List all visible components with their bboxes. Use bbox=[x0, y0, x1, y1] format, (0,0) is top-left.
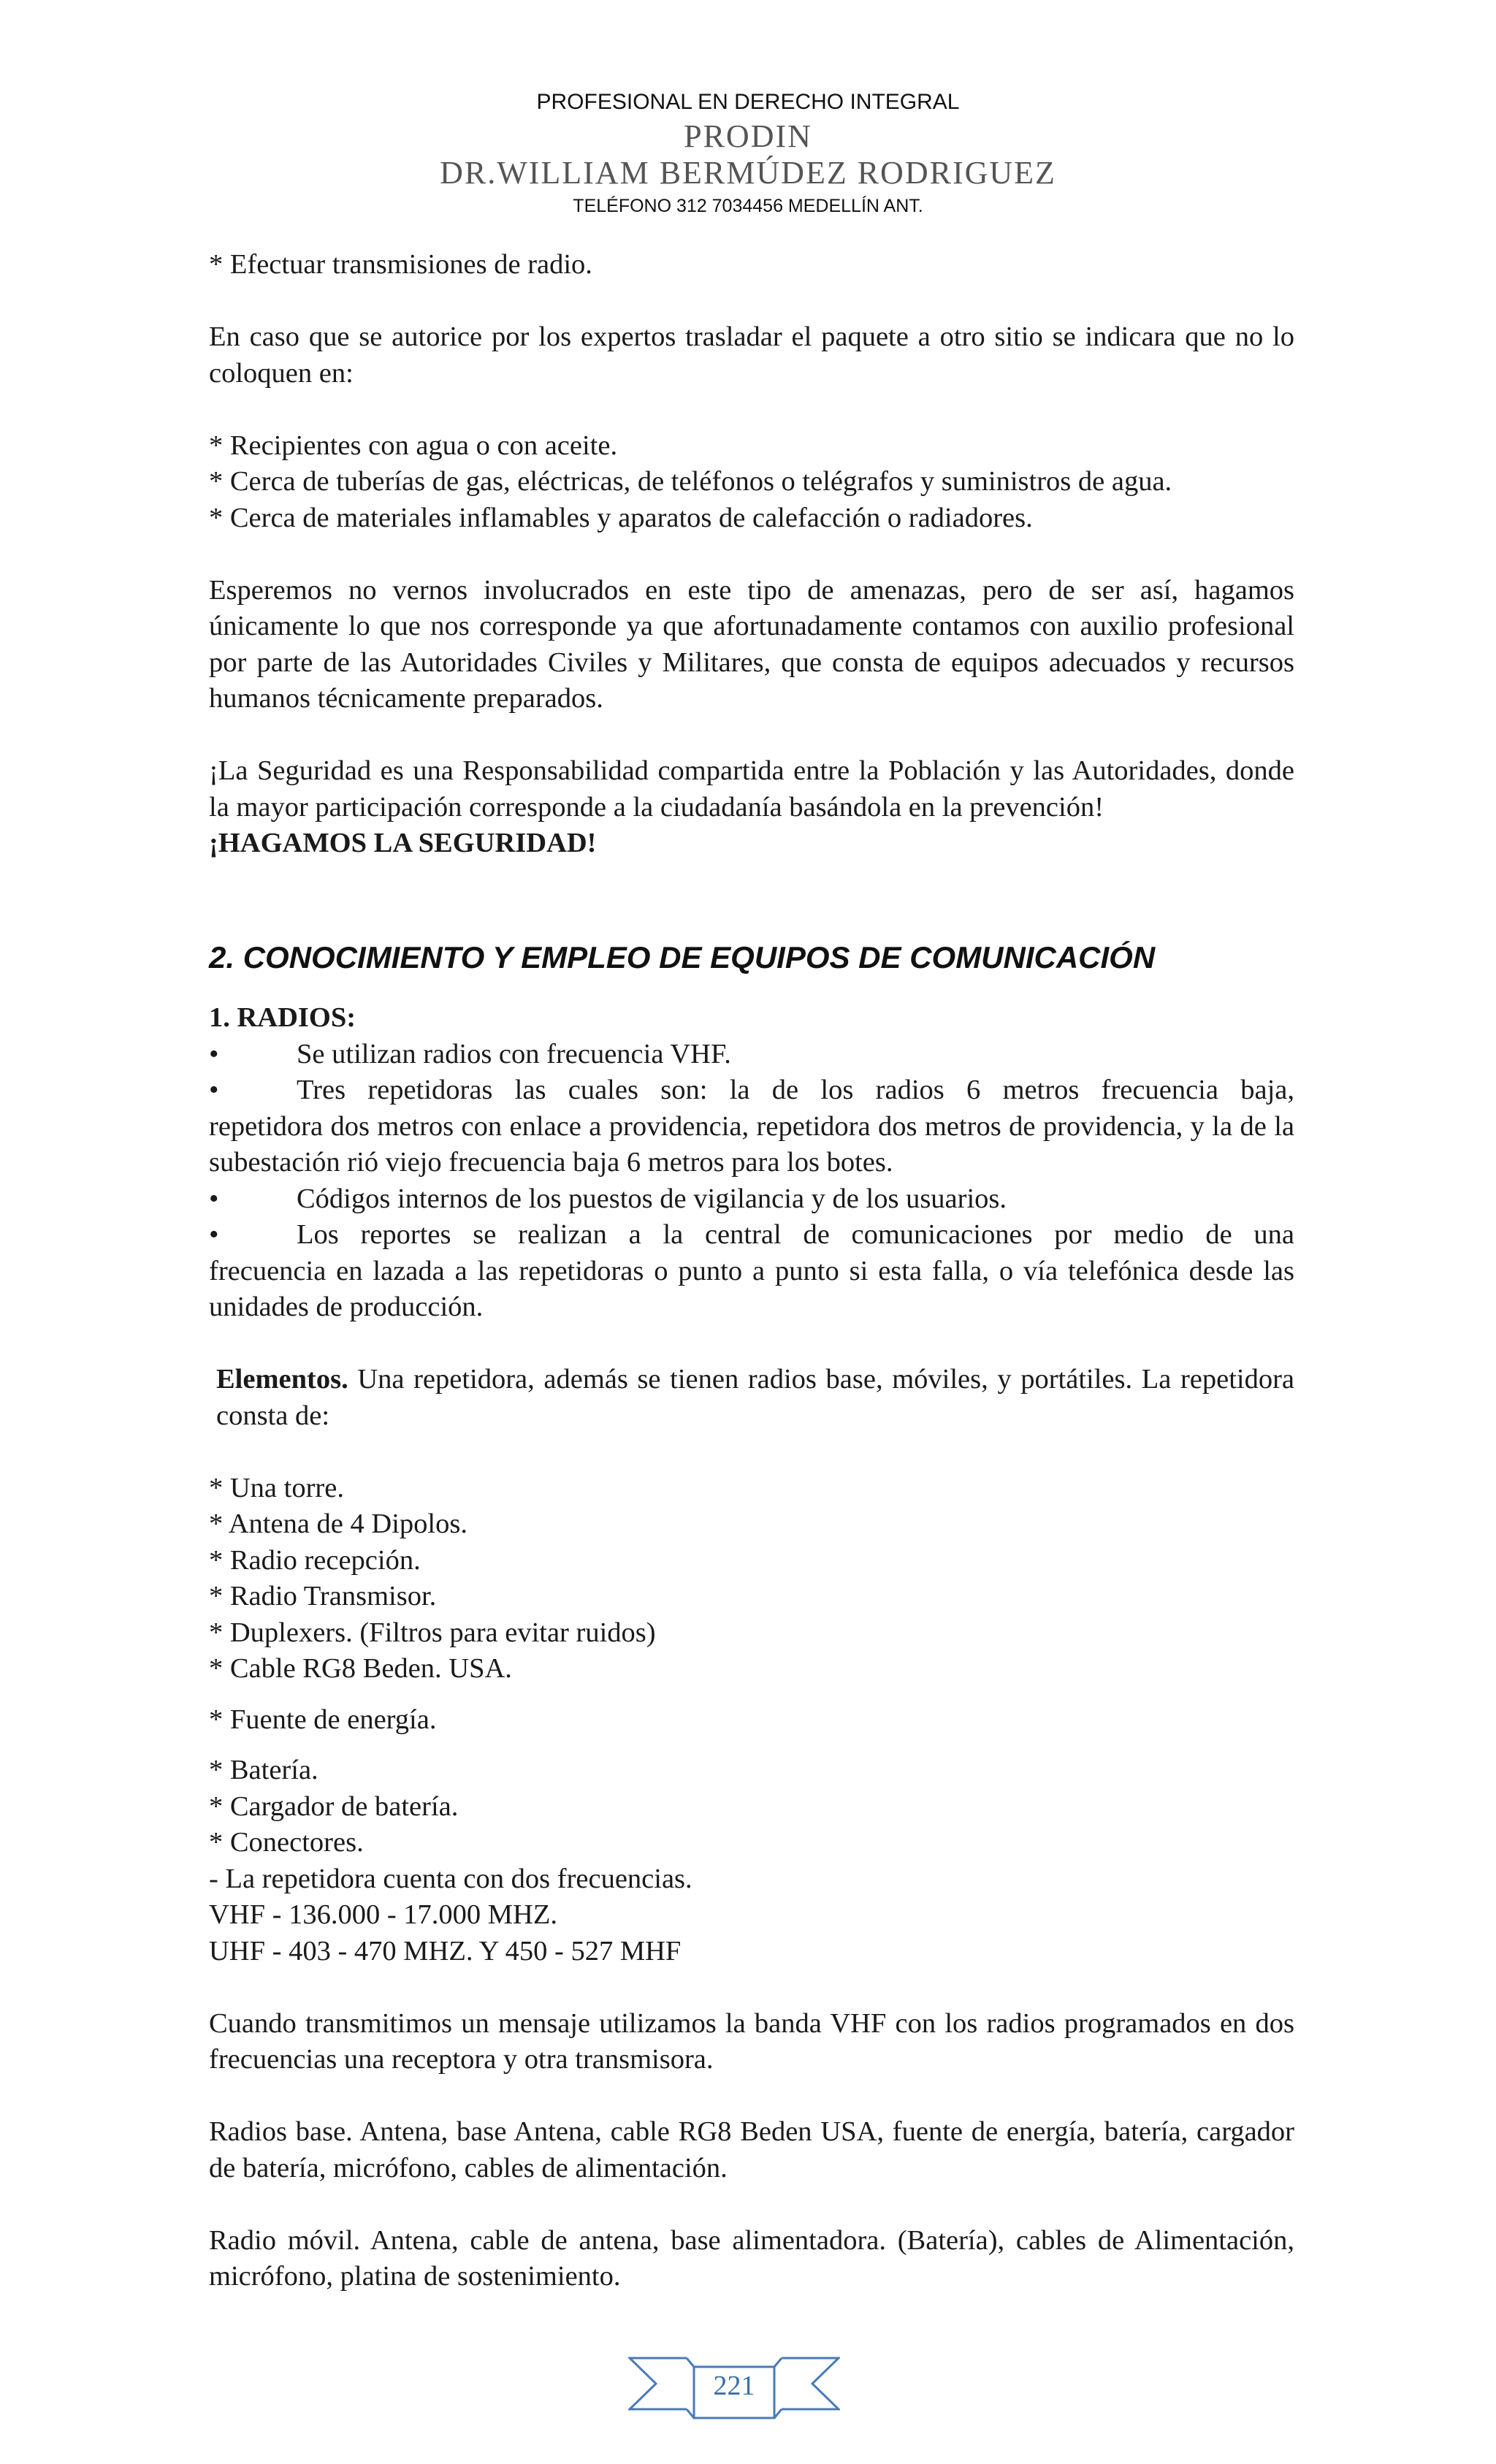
list-item: UHF - 403 - 470 MHZ. Y 450 - 527 MHF bbox=[209, 1935, 682, 1967]
elementos-label: Elementos. bbox=[216, 1364, 348, 1395]
paragraph-1: * Efectuar transmisiones de radio. bbox=[209, 249, 592, 280]
header-line-4: TELÉFONO 312 7034456 MEDELLÍN ANT. bbox=[573, 196, 923, 216]
bullet-continuation: repetidora dos metros con enlace a providencia, repetidora dos metros de providencia, y la de la subestación rió viejo frecuencia baja 6 metros para los botes. bbox=[209, 1110, 1294, 1178]
list-item: * Cargador de batería. bbox=[209, 1790, 459, 1822]
list-item: * Batería. bbox=[209, 1755, 318, 1785]
paragraph-5: Cuando transmitimos un mensaje utilizamos la banda VHF con los radios programados en dos frecuencias una receptora y otra transmisora. bbox=[209, 2007, 1294, 2075]
list-item: * Duplexers. (Filtros para evitar ruidos) bbox=[209, 1617, 656, 1648]
bullet-text: Los reportes se realizan a la central de comunicaciones por medio de una bbox=[297, 1219, 1294, 1250]
elementos-paragraph bbox=[209, 1362, 1294, 1434]
bullet-mark: • bbox=[209, 1038, 219, 1069]
header-line-2: PRODIN bbox=[684, 118, 812, 154]
list-item: - La repetidora cuenta con dos frecuencias. bbox=[209, 1863, 692, 1894]
paragraph-7: Radio móvil. Antena, cable de antena, base alimentadora. (Batería), cables de Alimentación, micrófono, platina de sostenimiento. bbox=[209, 2224, 1294, 2292]
list-item: * Cerca de materiales inflamables y aparatos de calefacción o radiadores. bbox=[209, 502, 1033, 533]
list-item: * Cable RG8 Beden. USA. bbox=[209, 1653, 512, 1684]
radios-title: 1. RADIOS: bbox=[209, 1002, 356, 1033]
list-item: * Una torre. bbox=[209, 1472, 344, 1503]
list-item: VHF - 136.000 - 17.000 MHZ. bbox=[209, 1899, 557, 1930]
bullet-mark: • bbox=[209, 1219, 219, 1250]
bullet-text: Se utilizan radios con frecuencia VHF. bbox=[297, 1038, 731, 1069]
section-heading: 2. CONOCIMIENTO Y EMPLEO DE EQUIPOS DE COMUNICACIÓN bbox=[209, 940, 1156, 974]
page-header bbox=[0, 86, 1496, 221]
list-item: * Fuente de energía. bbox=[209, 1704, 437, 1735]
page-number-ribbon bbox=[628, 2351, 840, 2431]
paragraph-4: ¡La Seguridad es una Responsabilidad compartida entre la Población y las Autoridades, donde la mayor participación corresponde a la ciudadanía basándola en la prevención! bbox=[209, 755, 1294, 823]
paragraph-3: Esperemos no vernos involucrados en este tipo de amenazas, pero de ser así, hagamos únicamente lo que nos corresponde ya que afortunadamente contamos con auxilio profesional por parte de las Autoridades Civiles y Militares, que consta de equipos adecuados y recursos humanos técnicamente preparados. bbox=[209, 574, 1294, 714]
paragraph-6: Radios base. Antena, base Antena, cable RG8 Beden USA, fuente de energía, batería, cargador de batería, micrófono, cables de alimentación. bbox=[209, 2116, 1294, 2183]
bullet-text: Tres repetidoras las cuales son: la de los radios 6 metros frecuencia baja, bbox=[297, 1075, 1294, 1105]
list-item: * Radio Transmisor. bbox=[209, 1581, 437, 1611]
bullet-mark: • bbox=[209, 1183, 219, 1214]
bullet-item bbox=[209, 1037, 1294, 1073]
header-line-1: PROFESIONAL EN DERECHO INTEGRAL bbox=[536, 90, 960, 114]
bullet-mark: • bbox=[209, 1075, 219, 1105]
paragraph-4-emphasis: ¡HAGAMOS LA SEGURIDAD! bbox=[209, 828, 597, 858]
paragraph-2: En caso que se autorice por los expertos trasladar el paquete a otro sitio se indicara que no lo coloquen en: bbox=[209, 321, 1294, 389]
list-item: * Recipientes con agua o con aceite. bbox=[209, 430, 618, 461]
list-item: * Radio recepción. bbox=[209, 1544, 421, 1576]
header-line-3: DR.WILLIAM BERMÚDEZ RODRIGUEZ bbox=[440, 155, 1056, 191]
list-item: * Conectores. bbox=[209, 1827, 364, 1858]
bullet-item bbox=[209, 1181, 1294, 1218]
bullet-continuation: frecuencia en lazada a las repetidoras o punto a punto si esta falla, o vía telefónica desde las unidades de producción. bbox=[209, 1255, 1294, 1322]
bullet-text: Códigos internos de los puestos de vigilancia y de los usuarios. bbox=[297, 1183, 1007, 1214]
bullet-item bbox=[209, 1072, 1294, 1109]
list-item: * Antena de 4 Dipolos. bbox=[209, 1508, 468, 1539]
bullet-item bbox=[209, 1217, 1294, 1254]
list-item: * Cerca de tuberías de gas, eléctricas, de teléfonos o telégrafos y suministros de agua. bbox=[209, 466, 1172, 497]
page-number: 221 bbox=[713, 2370, 755, 2401]
elementos-text: Una repetidora, además se tienen radios base, móviles, y portátiles. La repetidora consta de: bbox=[216, 1364, 1294, 1431]
document-body bbox=[209, 247, 1294, 2295]
